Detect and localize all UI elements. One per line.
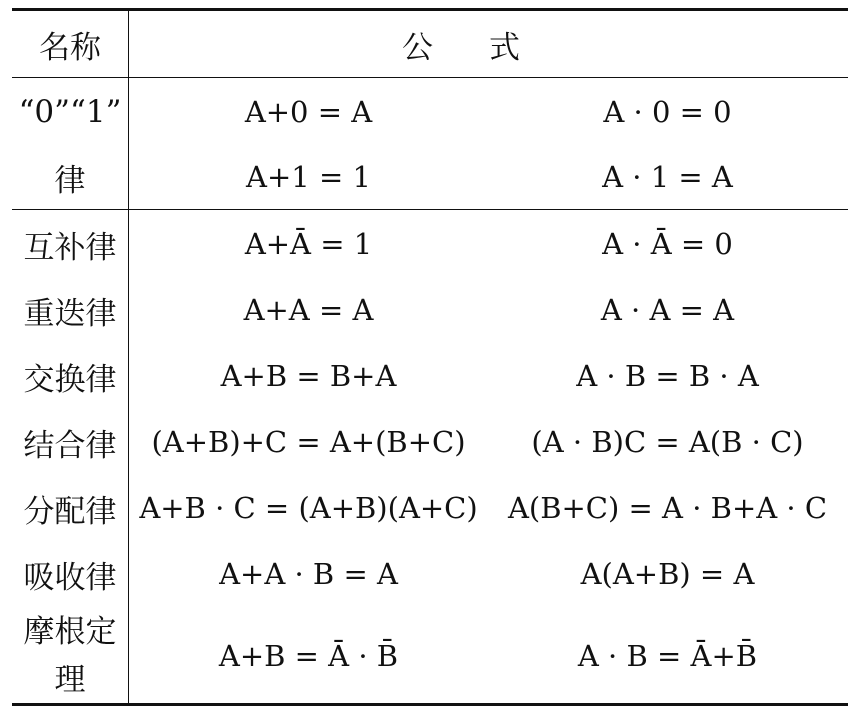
formula-text: A · 0 = 0 [603,95,732,129]
formula-left [130,277,487,343]
formula-left [130,145,487,209]
formula-left [130,343,487,409]
row-name: 重迭律 [23,295,117,332]
formula-table [12,8,848,706]
formula-left [130,475,487,541]
row-name: 交换律 [23,361,117,398]
formula-text: A+A · B = A [219,557,398,591]
formula-right [487,475,848,541]
formula-right [487,277,848,343]
row-name: “0”“1” [18,94,122,130]
row-name: 摩根定理 [23,614,117,698]
formula-text: A+1 = 1 [246,160,371,194]
formula-left [130,541,487,607]
formula-right [487,609,848,703]
formula-text: A · B = Ā+B̄ [577,639,758,673]
formula-text: A+A = A [243,293,374,327]
formula-right [487,409,848,475]
formula-right [487,79,848,145]
formula-right [487,541,848,607]
formula-text: A+0 = A [244,95,373,129]
formula-text: (A · B)C = A(B · C) [531,425,804,459]
formula-left [130,211,487,277]
formula-text: (A+B)+C = A+(B+C) [151,425,466,459]
formula-text: A · B = B · A [576,359,759,393]
formula-text: A · A = A [600,293,735,327]
formula-right [487,211,848,277]
formula-text: A · 1 = A [602,160,733,194]
formula-left [130,609,487,703]
header-formula: 公式 [402,29,576,66]
row-name: 分配律 [23,493,117,530]
row-name: 互补律 [23,229,117,266]
header-divider [12,77,848,78]
column-divider [128,11,129,703]
row-name: 律 [54,162,86,199]
formula-text: A+Ā = 1 [244,227,373,261]
row-name: 吸收律 [23,559,117,596]
row-name: 结合律 [23,427,117,464]
formula-text: A+B · C = (A+B)(A+C) [139,491,478,525]
formula-right [487,145,848,209]
formula-text: A+B = B+A [220,359,397,393]
formula-left [130,409,487,475]
formula-left [130,79,487,145]
formula-text: A(B+C) = A · B+A · C [507,491,828,525]
header-name: 名称 [39,29,101,66]
formula-right [487,343,848,409]
formula-text: A · Ā = 0 [602,227,733,261]
formula-text: A(A+B) = A [580,557,755,591]
section-divider [12,209,848,210]
formula-text: A+B = Ā · B̄ [218,639,399,673]
